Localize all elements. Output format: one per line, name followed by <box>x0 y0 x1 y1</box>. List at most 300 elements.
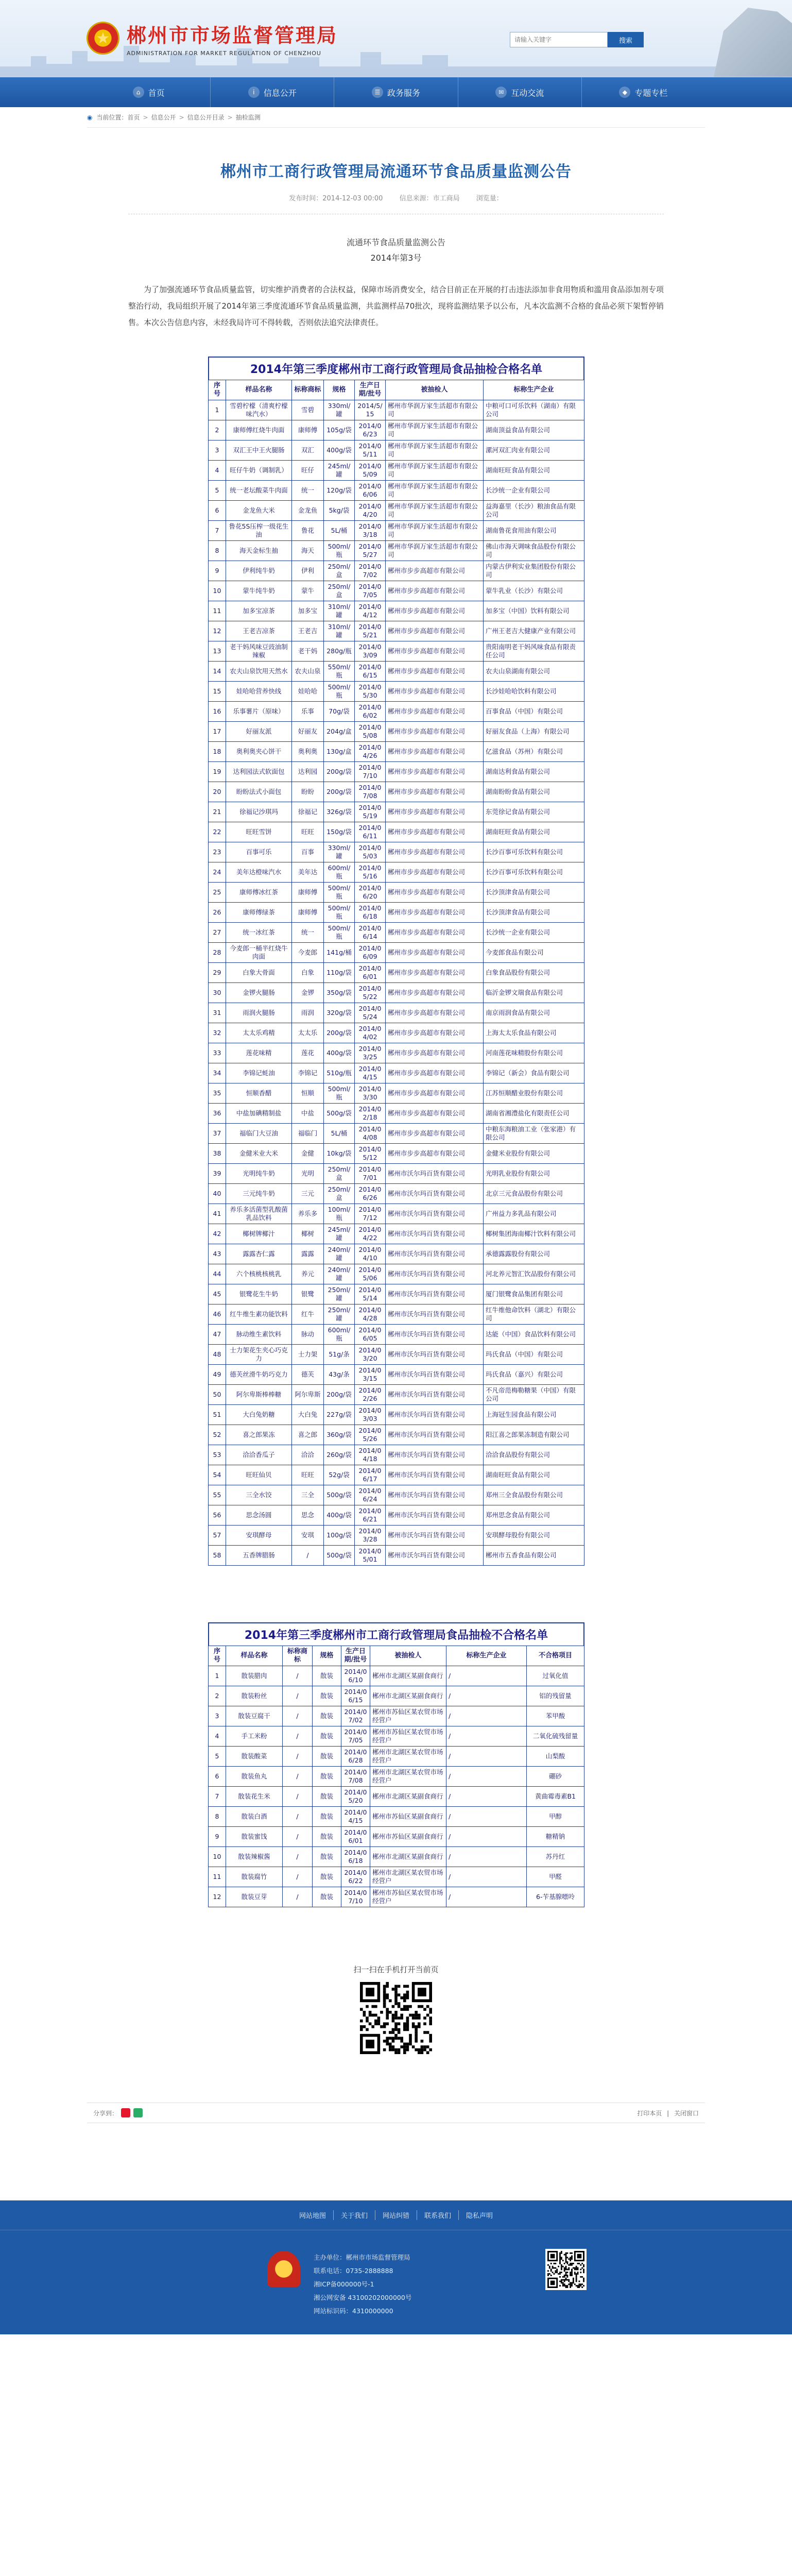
table-cell: 19 <box>209 762 226 782</box>
table-header-cell: 被抽检人 <box>370 1646 446 1666</box>
table-cell: 伊利 <box>292 561 324 581</box>
site-logo[interactable] <box>87 20 338 57</box>
table-cell: 金锣 <box>292 983 324 1003</box>
table-row <box>209 1546 584 1566</box>
table-cell: 郴州市沃尔玛百货有限公司 <box>386 1385 484 1405</box>
print-link[interactable]: 打印本页 <box>637 2109 662 2117</box>
table-cell: 乐事薯片（原味） <box>226 702 292 722</box>
table-cell: 2 <box>209 420 226 440</box>
table-cell: 500ml/瓶 <box>324 1083 355 1104</box>
table-cell: 脉动 <box>292 1325 324 1345</box>
table-cell: 散装 <box>313 1887 341 1907</box>
breadcrumb: ◉ 当前位置： 首页 > 信息公开 > 信息公开目录 > 抽检监测 <box>87 107 705 128</box>
table-row <box>209 1827 584 1847</box>
table-cell: 250ml/盒 <box>324 1184 355 1204</box>
table-cell: 郴州市步步高超市有限公司 <box>386 903 484 923</box>
table-cell: 2014/04/15 <box>355 1063 386 1083</box>
table-cell: 士力架花生夹心巧克力 <box>226 1345 292 1365</box>
table-cell: 2014/05/11 <box>355 440 386 461</box>
site-name-en: ADMINISTRATION FOR MARKET REGULATION OF CHENZHOU <box>127 50 321 57</box>
wechat-icon[interactable] <box>133 2108 143 2117</box>
article <box>87 128 705 2072</box>
table-cell: 今麦郎一桶半红烧牛肉面 <box>226 943 292 963</box>
table-cell: / <box>446 1747 527 1767</box>
footer-link[interactable]: 网站纠错 <box>375 2210 417 2220</box>
table-cell: 长沙统一企业有限公司 <box>484 923 584 943</box>
table-cell: 安琪酵母 <box>226 1526 292 1546</box>
table-header-cell: 标称商标 <box>292 380 324 400</box>
table-cell: 郴州市步步高超市有限公司 <box>386 862 484 883</box>
table-cell: 7 <box>209 1787 226 1807</box>
table-cell: 长沙顶津食品有限公司 <box>484 883 584 903</box>
topic-icon: ◆ <box>619 87 630 98</box>
table-cell: / <box>446 1767 527 1787</box>
table-cell: 郴州市北湖区某农贸市场经营户 <box>370 1767 446 1787</box>
table-cell: 2014/04/08 <box>355 1124 386 1144</box>
table-cell: 郴州市苏仙区某农贸市场经营户 <box>370 1887 446 1907</box>
table-row <box>209 1164 584 1184</box>
table-cell: 郴州市步步高超市有限公司 <box>386 641 484 662</box>
table-cell: 雨润火腿肠 <box>226 1003 292 1023</box>
footer-link[interactable]: 隐私声明 <box>466 2212 493 2220</box>
table-cell: 乐事 <box>292 702 324 722</box>
table-cell: 郴州市沃尔玛百货有限公司 <box>386 1184 484 1204</box>
table-cell: 55 <box>209 1485 226 1505</box>
table-cell: 旺仔 <box>292 461 324 481</box>
table-cell: 2014/05/12 <box>355 1144 386 1164</box>
party-gov-badge-icon[interactable] <box>267 2251 300 2287</box>
table-row <box>209 762 584 782</box>
table-cell: / <box>283 1787 313 1807</box>
table-cell: 2014/07/01 <box>355 1164 386 1184</box>
table-cell: 二氧化硫残留量 <box>527 1726 584 1747</box>
table-cell: 2014/06/22 <box>341 1867 370 1887</box>
table-cell: 大白兔奶糖 <box>226 1405 292 1425</box>
table-cell: 李锦记蚝油 <box>226 1063 292 1083</box>
table-cell: 思念汤圆 <box>226 1505 292 1526</box>
table-cell: 蒙牛 <box>292 581 324 601</box>
table-cell: 2014/03/25 <box>355 1043 386 1063</box>
table-cell: 2014/07/08 <box>355 782 386 802</box>
table-row <box>209 682 584 702</box>
table-cell: 王老吉 <box>292 621 324 641</box>
table-cell: 250ml/罐 <box>324 1304 355 1325</box>
table-cell: 9 <box>209 561 226 581</box>
table-cell: 白象食品股份有限公司 <box>484 963 584 983</box>
table-cell: 500g/袋 <box>324 1485 355 1505</box>
footer-link[interactable]: 关于我们 <box>334 2210 375 2220</box>
table-row <box>209 1003 584 1023</box>
table-cell: / <box>446 1887 527 1907</box>
table-cell: 2014/06/18 <box>341 1847 370 1867</box>
table-cell: 散装豆腐干 <box>226 1706 283 1726</box>
table-row <box>209 1043 584 1063</box>
table-row <box>209 722 584 742</box>
table-row <box>209 1767 584 1787</box>
table-cell: 150g/袋 <box>324 822 355 842</box>
site-name: 郴州市市场监督管理局 <box>127 24 338 47</box>
table-cell: 43 <box>209 1244 226 1264</box>
table-cell: 2014/07/05 <box>355 581 386 601</box>
table-cell: 湖南顶益食品有限公司 <box>484 420 584 440</box>
table-row <box>209 1385 584 1405</box>
table-cell: 2014/06/01 <box>355 963 386 983</box>
breadcrumb-item[interactable]: 抽检监测 <box>235 114 261 121</box>
table-cell: 郴州市沃尔玛百货有限公司 <box>386 1445 484 1465</box>
table-cell: 李锦记 <box>292 1063 324 1083</box>
table-cell: 银鹭花生牛奶 <box>226 1284 292 1304</box>
table-cell: 益海嘉里（长沙）粮油食品有限公司 <box>484 501 584 521</box>
table-cell: 24 <box>209 862 226 883</box>
table-cell: 郴州市五香食品有限公司 <box>484 1546 584 1566</box>
table-cell: 湖南旺旺食品有限公司 <box>484 461 584 481</box>
table-cell: 2014/03/28 <box>355 1526 386 1546</box>
table-cell: 郴州市步步高超市有限公司 <box>386 782 484 802</box>
footer-qr-code-icon <box>545 2249 587 2290</box>
table-cell: 光明纯牛奶 <box>226 1164 292 1184</box>
table-cell: 2014/06/02 <box>355 702 386 722</box>
table-cell: 郴州市华润万家生活超市有限公司 <box>386 440 484 461</box>
table-cell: 200g/袋 <box>324 762 355 782</box>
table-row <box>209 862 584 883</box>
table-cell: 郴州市步步高超市有限公司 <box>386 1023 484 1043</box>
breadcrumb-prefix: 当前位置： <box>96 114 128 121</box>
table-cell: 2014/03/20 <box>355 1345 386 1365</box>
table-cell: 52g/袋 <box>324 1465 355 1485</box>
table-cell: 6 <box>209 1767 226 1787</box>
table-cell: 22 <box>209 822 226 842</box>
table-cell: 六个核桃核桃乳 <box>226 1264 292 1284</box>
nav-topics[interactable]: ◆ 专题专栏 <box>582 77 705 107</box>
table-cell: 21 <box>209 802 226 822</box>
table-row <box>209 903 584 923</box>
table-cell: 养乐多 <box>292 1204 324 1224</box>
table-cell: 硼砂 <box>527 1767 584 1787</box>
table-cell: 郴州市北湖区某农贸市场经营户 <box>370 1867 446 1887</box>
table-cell: 13 <box>209 641 226 662</box>
table-cell: 奥利奥 <box>292 742 324 762</box>
table-cell: 苏丹红 <box>527 1847 584 1867</box>
table-cell: 550ml/瓶 <box>324 662 355 682</box>
table-cell: 3 <box>209 1706 226 1726</box>
table-cell: / <box>446 1706 527 1726</box>
table-cell: 37 <box>209 1124 226 1144</box>
table-cell: 露露杏仁露 <box>226 1244 292 1264</box>
table-cell: 思念 <box>292 1505 324 1526</box>
table-cell: 鲁花5S压榨一级花生油 <box>226 521 292 541</box>
table-cell: 5 <box>209 1747 226 1767</box>
table-cell: 佛山市海天调味食品股份有限公司 <box>484 541 584 561</box>
table-cell: 郴州市步步高超市有限公司 <box>386 561 484 581</box>
table-cell: 郴州市沃尔玛百货有限公司 <box>386 1526 484 1546</box>
table-cell: 47 <box>209 1325 226 1345</box>
table-row <box>209 521 584 541</box>
table-row <box>209 1526 584 1546</box>
table-cell: 银鹭 <box>292 1284 324 1304</box>
table-cell: 郑州思念食品有限公司 <box>484 1505 584 1526</box>
table-cell: 广州益力多乳品有限公司 <box>484 1204 584 1224</box>
table-cell: 金健 <box>292 1144 324 1164</box>
table-cell: 海天 <box>292 541 324 561</box>
site-footer <box>0 2200 792 2334</box>
table-cell: 雪碧柠檬（清爽柠檬味汽水） <box>226 400 292 420</box>
qr-code-icon <box>360 1982 432 2054</box>
article-meta <box>128 193 664 214</box>
table-cell: 240ml/罐 <box>324 1244 355 1264</box>
table-cell: 郴州市苏仙区某农贸市场经营户 <box>370 1726 446 1747</box>
table-row <box>209 541 584 561</box>
table-cell: 500ml/瓶 <box>324 923 355 943</box>
pass-table-wrap <box>208 357 584 1566</box>
table-row <box>209 1686 584 1706</box>
breadcrumb-item[interactable]: 信息公开目录 <box>187 114 225 121</box>
search-input[interactable] <box>510 32 608 47</box>
table-cell: 5kg/袋 <box>324 501 355 521</box>
table-cell: 郴州市步步高超市有限公司 <box>386 1144 484 1164</box>
table-cell: 海天金标生抽 <box>226 541 292 561</box>
nav-interaction[interactable]: ✉ 互动交流 <box>458 77 582 107</box>
table-cell: 散装花生米 <box>226 1787 283 1807</box>
table-cell: 100ml/瓶 <box>324 1204 355 1224</box>
table-cell: 14 <box>209 662 226 682</box>
table-cell: 内蒙古伊利实业集团股份有限公司 <box>484 561 584 581</box>
table-cell: / <box>283 1807 313 1827</box>
table-cell: 120g/袋 <box>324 481 355 501</box>
table-cell: 45 <box>209 1284 226 1304</box>
table-cell: 郴州市苏仙区某农贸市场经营户 <box>370 1706 446 1726</box>
table-cell: 散装豆芽 <box>226 1887 283 1907</box>
table-cell: 美年达 <box>292 862 324 883</box>
table-cell: 130g/盒 <box>324 742 355 762</box>
table-row <box>209 601 584 621</box>
share-bar: 分享到： 打印本页 | 关闭窗口 <box>87 2103 705 2123</box>
table-cell: 郴州市步步高超市有限公司 <box>386 702 484 722</box>
table-cell: 54 <box>209 1465 226 1485</box>
table-cell: 洽洽 <box>292 1445 324 1465</box>
table-cell: 2014/06/21 <box>355 1505 386 1526</box>
search-box <box>510 32 644 47</box>
table-cell: 长沙百事可乐饮料有限公司 <box>484 862 584 883</box>
table-cell: 2014/05/14 <box>355 1284 386 1304</box>
table-header-cell: 序号 <box>209 1646 226 1666</box>
table-cell: / <box>283 1827 313 1847</box>
table-row <box>209 1224 584 1244</box>
table-cell: / <box>446 1867 527 1887</box>
table-cell: / <box>446 1787 527 1807</box>
table-cell: 玛氏食品（嘉兴）有限公司 <box>484 1365 584 1385</box>
table-cell: / <box>446 1807 527 1827</box>
table-cell: 12 <box>209 1887 226 1907</box>
table-cell: 上海太太乐食品有限公司 <box>484 1023 584 1043</box>
table-cell: 散装 <box>313 1827 341 1847</box>
table-cell: 110g/袋 <box>324 963 355 983</box>
table-row <box>209 702 584 722</box>
table-cell: 金龙鱼 <box>292 501 324 521</box>
main-nav <box>0 77 792 107</box>
table-cell: 10kg/袋 <box>324 1144 355 1164</box>
table-cell: 41 <box>209 1204 226 1224</box>
table-cell: 320g/袋 <box>324 1003 355 1023</box>
table-header-cell: 样品名称 <box>226 1646 283 1666</box>
article-source: 信息来源：市工商局 <box>399 195 460 202</box>
notice-heading: 流通环节食品质量监测公告 2014年第3号 <box>346 238 445 263</box>
table-cell: 散装 <box>313 1726 341 1747</box>
footer-link[interactable]: 联系我们 <box>417 2210 459 2220</box>
table-row <box>209 1505 584 1526</box>
table-cell: 郴州市华润万家生活超市有限公司 <box>386 501 484 521</box>
table-cell: 141g/桶 <box>324 943 355 963</box>
table-cell: 加多宝凉茶 <box>226 601 292 621</box>
table-cell: 48 <box>209 1345 226 1365</box>
footer-link[interactable]: 网站地图 <box>292 2210 334 2220</box>
table-cell: / <box>283 1686 313 1706</box>
nav-home[interactable]: ⌂ 首页 <box>87 77 211 107</box>
table-cell: 旺旺仙贝 <box>226 1465 292 1485</box>
table-cell: 2014/06/24 <box>355 1485 386 1505</box>
table-cell: 200g/袋 <box>324 782 355 802</box>
table-cell: 2014/05/20 <box>341 1787 370 1807</box>
table-cell: 郴州市沃尔玛百货有限公司 <box>386 1224 484 1244</box>
article-title: 郴州市工商行政管理局流通环节食品质量监测公告 <box>220 163 572 181</box>
table-cell: / <box>446 1847 527 1867</box>
table-cell: 郴州市沃尔玛百货有限公司 <box>386 1546 484 1566</box>
table-cell: 70g/袋 <box>324 702 355 722</box>
table-cell: 椰树 <box>292 1224 324 1244</box>
table-cell: / <box>446 1827 527 1847</box>
chat-icon: ✉ <box>495 87 507 98</box>
nav-services[interactable]: ☰ 政务服务 <box>334 77 458 107</box>
table-cell: 中盐 <box>292 1104 324 1124</box>
table-cell: 洽洽食品股份有限公司 <box>484 1445 584 1465</box>
table-cell: 郴州市苏仙区某副食商行 <box>370 1807 446 1827</box>
table-cell: 46 <box>209 1304 226 1325</box>
table-cell: 2014/04/12 <box>355 601 386 621</box>
qr-section <box>128 1964 664 2056</box>
table-cell: 好丽友派 <box>226 722 292 742</box>
close-link[interactable]: 关闭窗口 <box>674 2109 699 2117</box>
table-cell: 郴州市步步高超市有限公司 <box>386 1124 484 1144</box>
table-cell: 玛氏食品（中国）有限公司 <box>484 1345 584 1365</box>
table-cell: 红牛维他命饮料（湖北）有限公司 <box>484 1304 584 1325</box>
table-cell: 中粮可口可乐饮料（湖南）有限公司 <box>484 400 584 420</box>
table-cell: 30 <box>209 983 226 1003</box>
table-cell: / <box>283 1726 313 1747</box>
table-row <box>209 1124 584 1144</box>
table-cell: 阿尔卑斯 <box>292 1385 324 1405</box>
table-row <box>209 1325 584 1345</box>
table-cell: 加多宝 <box>292 601 324 621</box>
table-row <box>209 1887 584 1907</box>
table-cell: 10 <box>209 1847 226 1867</box>
table-cell: 2014/05/19 <box>355 802 386 822</box>
weibo-icon[interactable] <box>121 2108 130 2117</box>
table-cell: 32 <box>209 1023 226 1043</box>
table-cell: 8 <box>209 1807 226 1827</box>
search-button[interactable]: 搜索 <box>608 32 644 47</box>
table-cell: 245ml/罐 <box>324 1224 355 1244</box>
article-views: 浏览量： <box>476 195 503 202</box>
table-cell: 郴州市沃尔玛百货有限公司 <box>386 1264 484 1284</box>
table-cell: 郴州市沃尔玛百货有限公司 <box>386 1425 484 1445</box>
table-cell: 郴州市步步高超市有限公司 <box>386 1003 484 1023</box>
table-cell: 美年达橙味汽水 <box>226 862 292 883</box>
table-cell: 雨润 <box>292 1003 324 1023</box>
table-cell: 28 <box>209 943 226 963</box>
table-cell: 200g/袋 <box>324 1385 355 1405</box>
table-cell: 4 <box>209 1726 226 1747</box>
table-cell: 莲花味精 <box>226 1043 292 1063</box>
table-cell: 老干妈 <box>292 641 324 662</box>
table-cell: 11 <box>209 1867 226 1887</box>
table-cell: 洽洽香瓜子 <box>226 1445 292 1465</box>
table-cell: 雪碧 <box>292 400 324 420</box>
breadcrumb-item[interactable]: 信息公开 <box>151 114 176 121</box>
table-cell: / <box>446 1686 527 1706</box>
nav-info-public[interactable]: i 信息公开 <box>211 77 334 107</box>
table-cell: / <box>283 1706 313 1726</box>
table-cell: 三全水饺 <box>226 1485 292 1505</box>
table-cell: 2014/05/27 <box>355 541 386 561</box>
table-cell: 郴州市沃尔玛百货有限公司 <box>386 1365 484 1385</box>
table-row <box>209 1365 584 1385</box>
table-cell: 五香牌腊肠 <box>226 1546 292 1566</box>
table-cell: 50 <box>209 1385 226 1405</box>
table-cell: 恒顺 <box>292 1083 324 1104</box>
table-cell: 44 <box>209 1264 226 1284</box>
fail-table-caption: 2014年第三季度郴州市工商行政管理局食品抽检不合格名单 <box>208 1622 584 1646</box>
table-cell: 郴州市沃尔玛百货有限公司 <box>386 1244 484 1264</box>
table-cell: 手工米粉 <box>226 1726 283 1747</box>
table-row <box>209 822 584 842</box>
table-cell: 郴州市步步高超市有限公司 <box>386 883 484 903</box>
table-cell: 苯甲酸 <box>527 1706 584 1726</box>
table-cell: 500g/袋 <box>324 1546 355 1566</box>
table-cell: 330ml/罐 <box>324 400 355 420</box>
table-cell: 河南莲花味精股份有限公司 <box>484 1043 584 1063</box>
table-cell: 16 <box>209 702 226 722</box>
table-row <box>209 1847 584 1867</box>
qr-title: 扫一扫在手机打开当前页 <box>353 1965 439 1974</box>
table-cell: 统一 <box>292 481 324 501</box>
table-cell: 散装鱼丸 <box>226 1767 283 1787</box>
table-cell: 2014/04/22 <box>355 1224 386 1244</box>
table-cell: 郴州市沃尔玛百货有限公司 <box>386 1345 484 1365</box>
table-cell: 34 <box>209 1063 226 1083</box>
table-cell: 长沙顶津食品有限公司 <box>484 903 584 923</box>
table-cell: 散装 <box>313 1867 341 1887</box>
table-cell: 2014/06/26 <box>355 1184 386 1204</box>
table-cell: 2014/06/14 <box>355 923 386 943</box>
table-cell: / <box>283 1847 313 1867</box>
table-cell: 2014/03/09 <box>355 641 386 662</box>
table-cell: 2014/05/16 <box>355 862 386 883</box>
table-row <box>209 1807 584 1827</box>
table-cell: 康师傅 <box>292 883 324 903</box>
table-cell: 散装腊肉 <box>226 1666 283 1686</box>
table-cell: 金健米业大米 <box>226 1144 292 1164</box>
table-cell: 糖精钠 <box>527 1827 584 1847</box>
table-cell: 郴州市步步高超市有限公司 <box>386 923 484 943</box>
breadcrumb-item[interactable]: 首页 <box>127 114 140 121</box>
table-header-cell: 被抽检人 <box>386 380 484 400</box>
table-cell: 400g/袋 <box>324 440 355 461</box>
table-row <box>209 1726 584 1747</box>
table-cell: 200g/袋 <box>324 1023 355 1043</box>
table-cell: 湖南达利食品有限公司 <box>484 762 584 782</box>
table-cell: 280g/瓶 <box>324 641 355 662</box>
table-row <box>209 581 584 601</box>
table-header-cell: 标称生产企业 <box>484 380 584 400</box>
